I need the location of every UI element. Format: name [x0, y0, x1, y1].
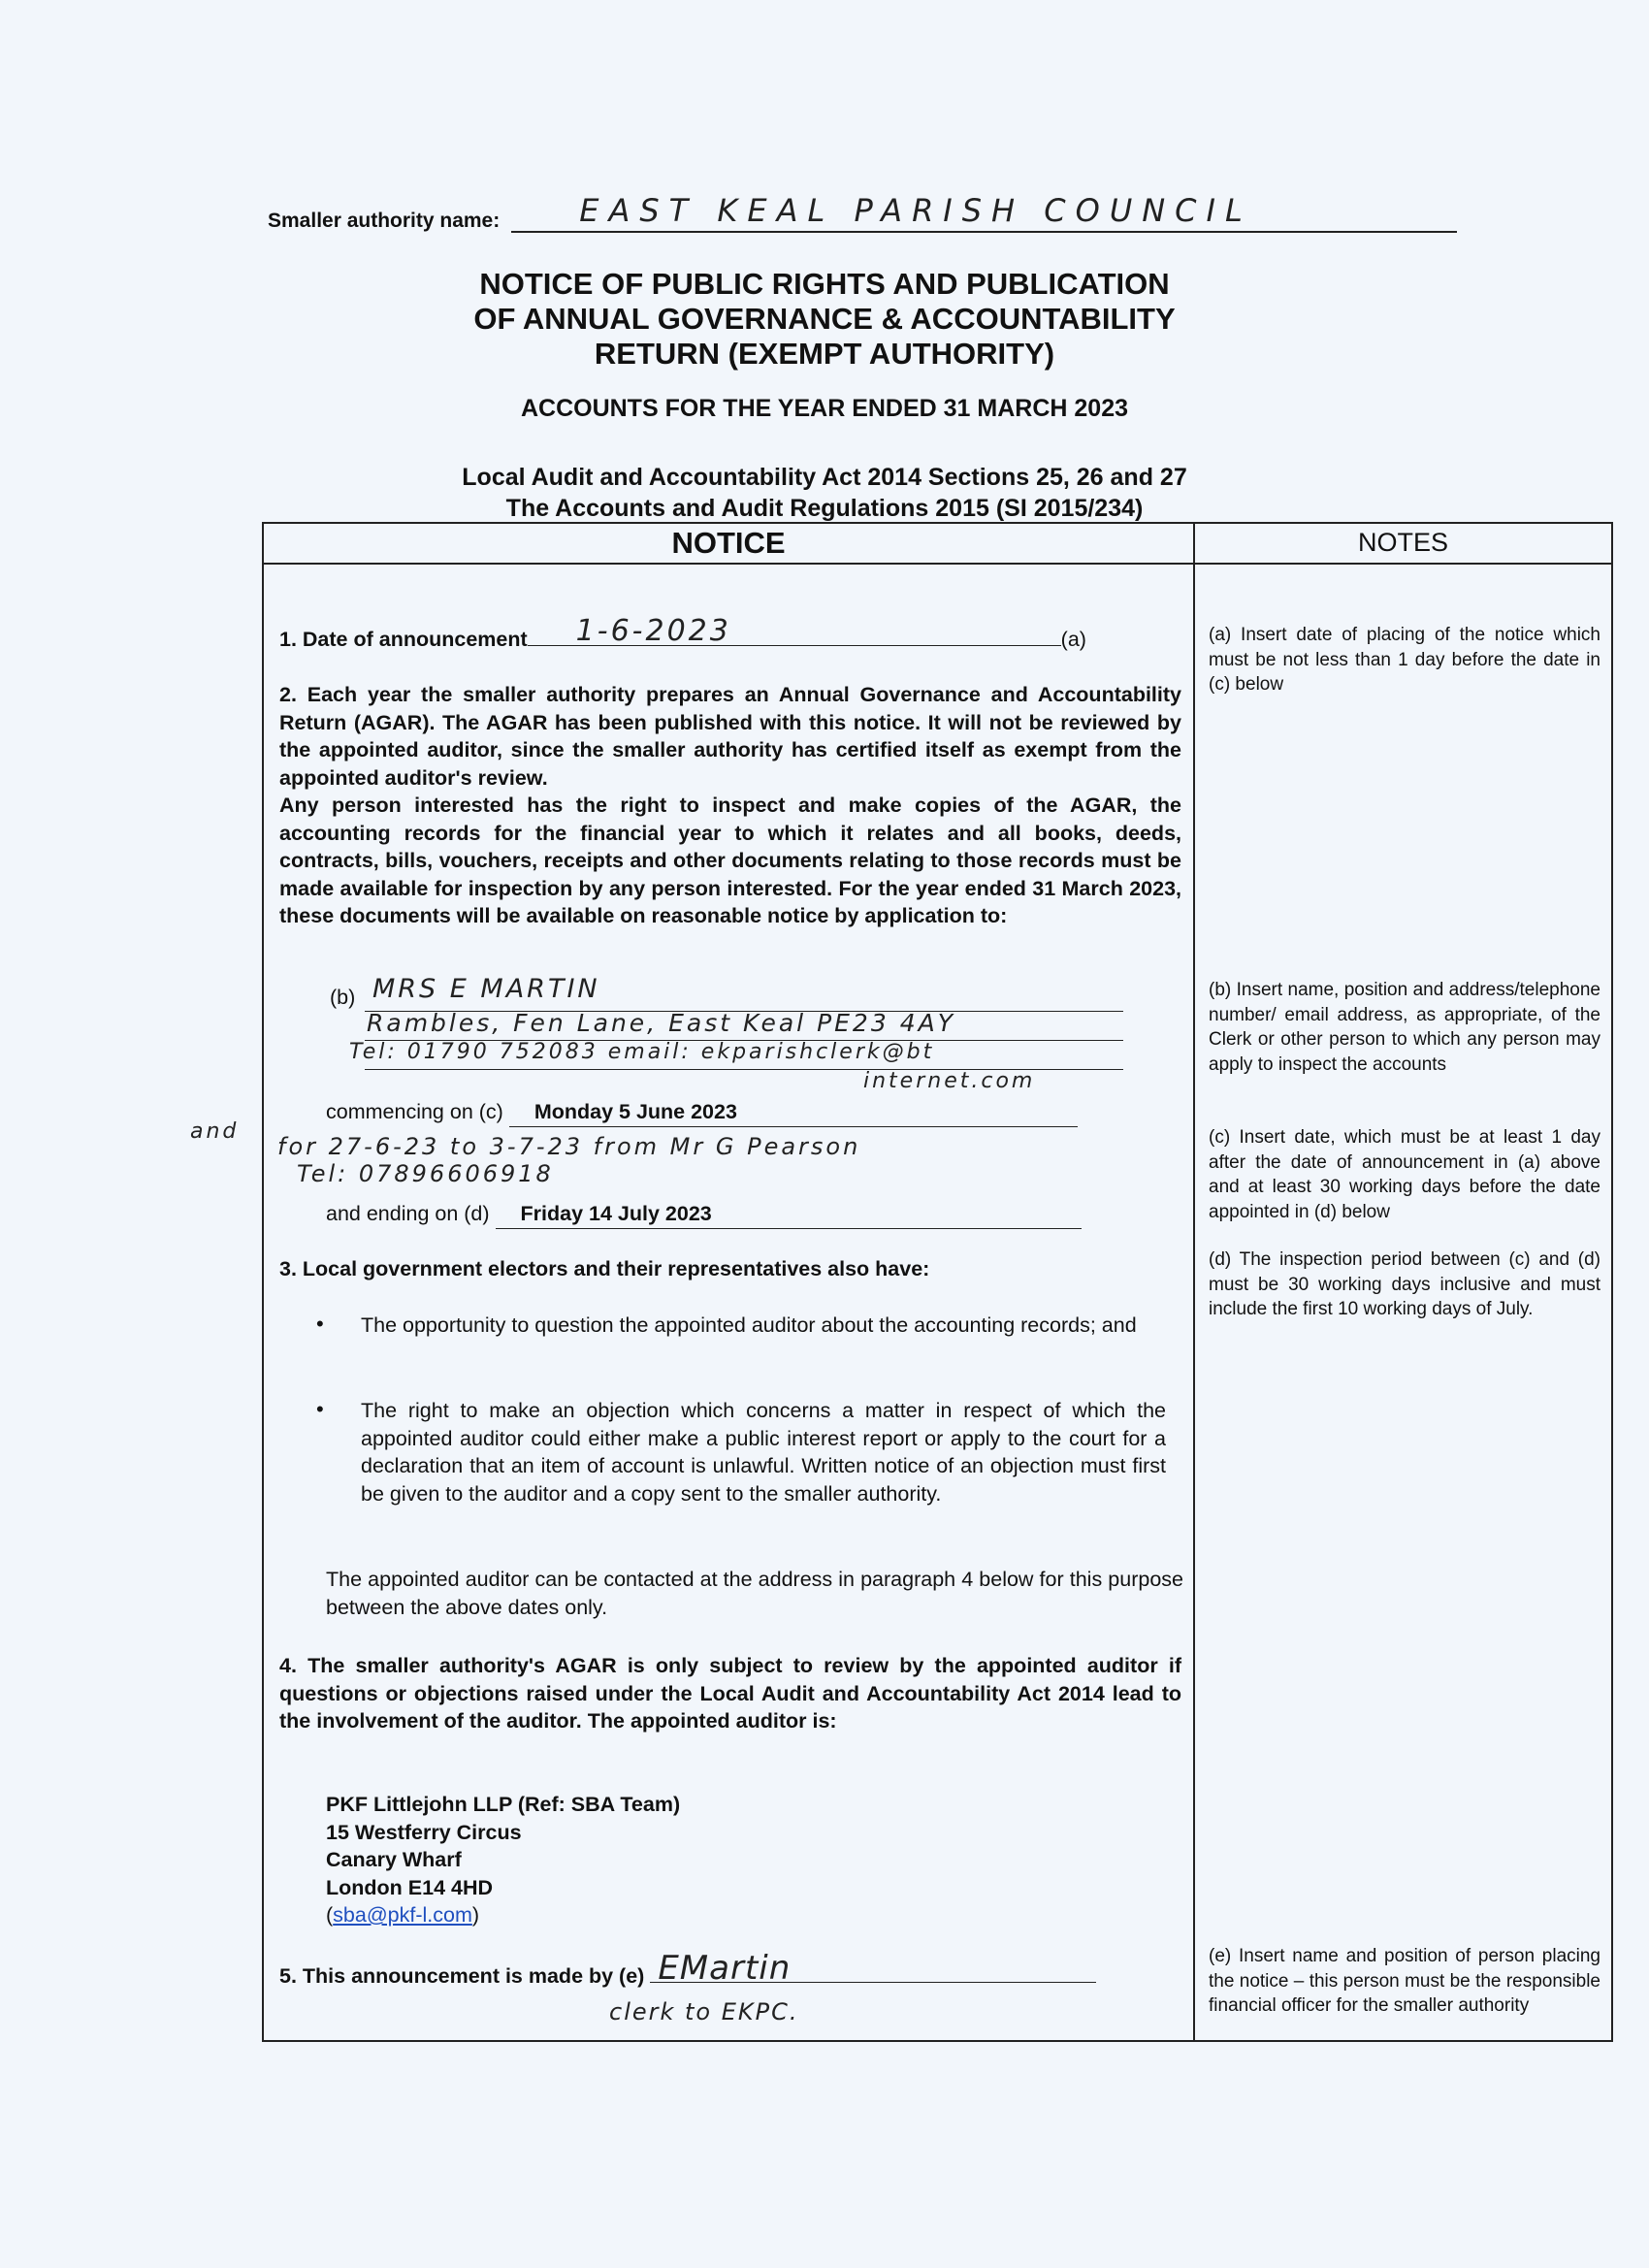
title-line-2: OF ANNUAL GOVERNANCE & ACCOUNTABILITY	[473, 302, 1176, 336]
contact-telephone-email: Tel: 01790 752083 email: ekparishclerk@bt	[349, 1040, 935, 1064]
date-note-ref: (a)	[1060, 628, 1086, 651]
handwritten-alternate-dates: for 27-6-23 to 3-7-23 from Mr G Pearson	[277, 1133, 861, 1160]
contact-email-continued: internet.com	[863, 1069, 1036, 1093]
section-2-paragraph-2: Any person interested has the right to inspect and make copies of the AGAR, the accounting records for the financial year to which it relates and all books, deeds, contracts, bills, vouchers, receipts and other documents relating to those records must be made available for inspection by any person interested. For the year ended 31 March 2023, these documents will be available on reasonable notice by application to:	[279, 794, 1181, 927]
note-d: (d) The inspection period between (c) and (d) must be 30 working days inclusive and must include the first 10 working days of July.	[1209, 1249, 1600, 1319]
authority-name-label: Smaller authority name:	[268, 210, 501, 232]
section-3-bullet-2: The right to make an objection which concerns a matter in respect of which the appointed auditor could either make a public interest report or apply to the court for a declaration that an item of account is unlawful. Written notice of an objection must first be given to the auditor and a copy sent to the smaller authority.	[361, 1399, 1166, 1506]
auditor-address	[326, 1791, 1228, 1929]
signatory-position: clerk to EKPC.	[609, 1998, 799, 2025]
notes-column-header: NOTES	[1357, 528, 1448, 557]
handwritten-signature: EMartin	[658, 1948, 792, 1988]
signature-field	[650, 1948, 1096, 1988]
note-a: (a) Insert date of placing of the notice which must be not less than 1 day before the date in (c) below	[1209, 625, 1600, 695]
notice-table	[190, 522, 1613, 2042]
date-value: 1-6-2023	[575, 613, 731, 648]
section-4-paragraph: 4. The smaller authority's AGAR is only subject to review by the appointed auditor if questions or objections raised under the Local Audit and Accountability Act 2014 lead to the involvement of the auditor. The appointed auditor is:	[279, 1654, 1181, 1733]
title-line-3: RETURN (EXEMPT AUTHORITY)	[594, 337, 1055, 371]
auditor-street: 15 Westferry Circus	[326, 1820, 522, 1844]
handwritten-alternate-telephone: Tel: 07896606918	[297, 1160, 554, 1187]
contact-name: MRS E MARTIN	[372, 974, 600, 1004]
title-line-1: NOTICE OF PUBLIC RIGHTS AND PUBLICATION	[479, 267, 1170, 301]
authority-name-field	[511, 194, 1457, 233]
commencing-label: commencing on (c)	[326, 1100, 503, 1123]
note-e: (e) Insert name and position of person placing the notice – this person must be the responsible financial officer for the smaller authority	[1209, 1946, 1600, 2016]
handwritten-and-margin: and	[190, 1119, 240, 1144]
commencing-date: Monday 5 June 2023	[509, 1098, 1078, 1127]
auditor-email-row	[326, 1901, 1228, 1929]
contact-address: Rambles, Fen Lane, East Keal PE23 4AY	[367, 1009, 955, 1037]
made-by-label: 5. This announcement is made by (e)	[279, 1964, 645, 1988]
authority-name-value: EAST KEAL PARISH COUNCIL	[579, 192, 1252, 229]
date-label: 1. Date of announcement	[279, 628, 528, 651]
note-c: (c) Insert date, which must be at least 1 day after the date of announcement in (a) above and at least 30 working days before the date appointed in (d) below	[1209, 1127, 1600, 1222]
authority-name-line	[268, 194, 1457, 233]
ending-row	[326, 1200, 1082, 1229]
auditor-email-link[interactable]: sba@pkf-l.com	[333, 1903, 472, 1927]
accounts-year-heading: ACCOUNTS FOR THE YEAR ENDED 31 MARCH 2023	[520, 395, 1129, 422]
date-of-announcement	[279, 613, 1181, 654]
bullet-icon: •	[316, 1312, 324, 1336]
section-3-heading: 3. Local government electors and their representatives also have:	[279, 1257, 930, 1280]
notice-column-header: NOTICE	[671, 526, 786, 560]
auditor-name: PKF Littlejohn LLP (Ref: SBA Team)	[326, 1793, 681, 1816]
ending-label: and ending on (d)	[326, 1202, 490, 1225]
section-3-closing: The appointed auditor can be contacted at the address in paragraph 4 below for this purpose between the above dates only.	[326, 1568, 1183, 1619]
notice-title-block	[0, 267, 1649, 524]
act-reference-1: Local Audit and Accountability Act 2014 Sections 25, 26 and 27	[462, 464, 1187, 491]
act-reference-2: The Accounts and Audit Regulations 2015 (SI 2015/234)	[505, 495, 1144, 522]
email-close-paren: )	[471, 1903, 480, 1927]
ending-date: Friday 14 July 2023	[496, 1200, 1082, 1229]
email-open-paren: (	[326, 1903, 334, 1927]
bullet-icon: •	[316, 1397, 324, 1421]
auditor-city-postcode: London E14 4HD	[326, 1875, 494, 1899]
section-3-bullet-1: The opportunity to question the appointed auditor about the accounting records; and	[361, 1313, 1137, 1337]
auditor-area: Canary Wharf	[326, 1848, 462, 1871]
contact-b-label: (b)	[330, 986, 356, 1009]
table-header-row	[264, 524, 1611, 565]
commencing-row	[326, 1098, 1078, 1127]
announcement-made-by	[279, 1948, 1181, 1991]
date-field	[528, 613, 1061, 648]
section-2-paragraph-1: 2. Each year the smaller authority prepares an Annual Governance and Accountability Return (AGAR). The AGAR has been published with this notice. It will not be reviewed by the appointed auditor, since the smaller authority has certified itself as exempt from the appointed auditor's review.	[279, 683, 1181, 790]
note-b: (b) Insert name, position and address/telephone number/ email address, as appropriate, of the Clerk or other person to which any person may apply to inspect the accounts	[1209, 980, 1600, 1075]
